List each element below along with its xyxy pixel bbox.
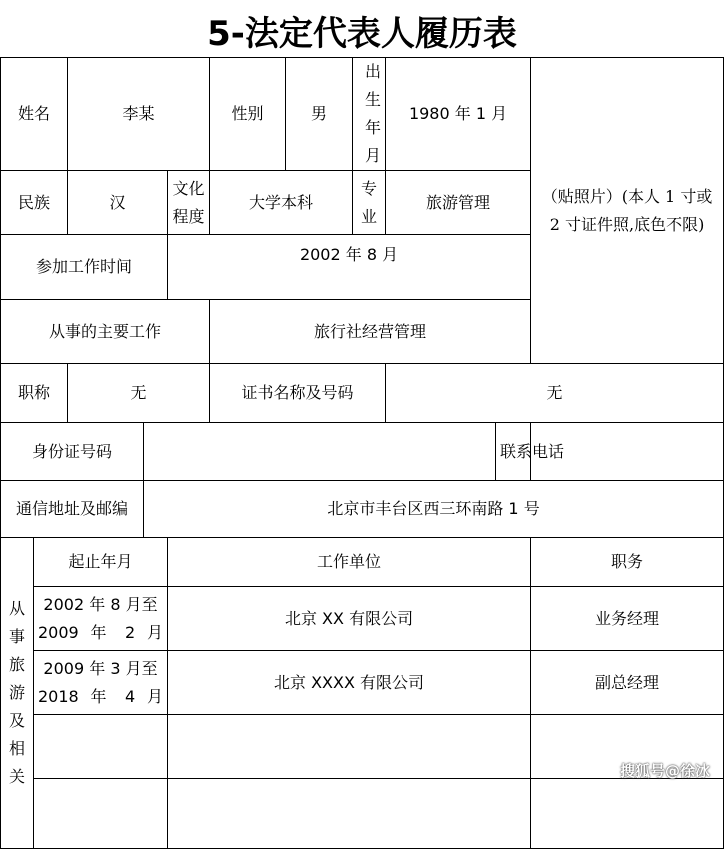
label-work-start: 参加工作时间: [1, 235, 168, 300]
label-title-rank: 职称: [1, 364, 68, 423]
value-title-rank: 无: [68, 364, 210, 423]
value-ethnicity: 汉: [68, 171, 168, 235]
value-cert: 无: [386, 364, 724, 423]
page-title: 5-法定代表人履历表: [207, 14, 517, 54]
label-major: 专业: [353, 171, 386, 235]
history-row-4-period: [34, 779, 168, 849]
value-major: 旅游管理: [386, 171, 531, 235]
history-row-1-unit: 北京 XX 有限公司: [168, 587, 531, 651]
label-history-side: 从事旅游及相关: [1, 538, 34, 849]
history-row-2-position: 副总经理: [531, 651, 724, 715]
value-address: 北京市丰台区西三环南路 1 号: [144, 481, 724, 538]
history-row-2-unit: 北京 XXXX 有限公司: [168, 651, 531, 715]
history-row-2-period: 2009 年 3 月至 2018 年 4 月: [34, 651, 168, 715]
value-birth: 1980 年 1 月: [386, 58, 531, 171]
value-gender: 男: [286, 58, 353, 171]
watermark: 搜狐号@徐冰: [619, 762, 710, 780]
label-education: 文化程度: [168, 171, 210, 235]
history-header-unit: 工作单位: [168, 538, 531, 587]
label-gender: 性别: [210, 58, 286, 171]
value-id-number: [144, 423, 496, 481]
history-header-position: 职务: [531, 538, 724, 587]
label-id-number: 身份证号码: [1, 423, 144, 481]
resume-form: [0, 57, 724, 849]
value-name: 李某: [68, 58, 210, 171]
photo-placeholder: （贴照片）(本人 1 寸或 2 寸证件照,底色不限): [531, 58, 724, 364]
history-row-3-period: [34, 715, 168, 779]
history-row-4-position: [531, 779, 724, 849]
history-header-period: 起止年月: [34, 538, 168, 587]
history-row-3-unit: [168, 715, 531, 779]
value-education: 大学本科: [210, 171, 353, 235]
label-name: 姓名: [1, 58, 68, 171]
label-phone: 联系电话: [496, 423, 531, 481]
label-ethnicity: 民族: [1, 171, 68, 235]
label-address: 通信地址及邮编: [1, 481, 144, 538]
label-birth: 出生年月: [353, 58, 386, 171]
label-cert: 证书名称及号码: [210, 364, 386, 423]
label-main-work: 从事的主要工作: [1, 300, 210, 364]
history-row-1-position: 业务经理: [531, 587, 724, 651]
history-row-1-period: 2002 年 8 月至 2009 年 2 月: [34, 587, 168, 651]
history-row-4-unit: [168, 779, 531, 849]
value-work-start: 2002 年 8 月: [168, 235, 531, 300]
value-main-work: 旅行社经营管理: [210, 300, 531, 364]
